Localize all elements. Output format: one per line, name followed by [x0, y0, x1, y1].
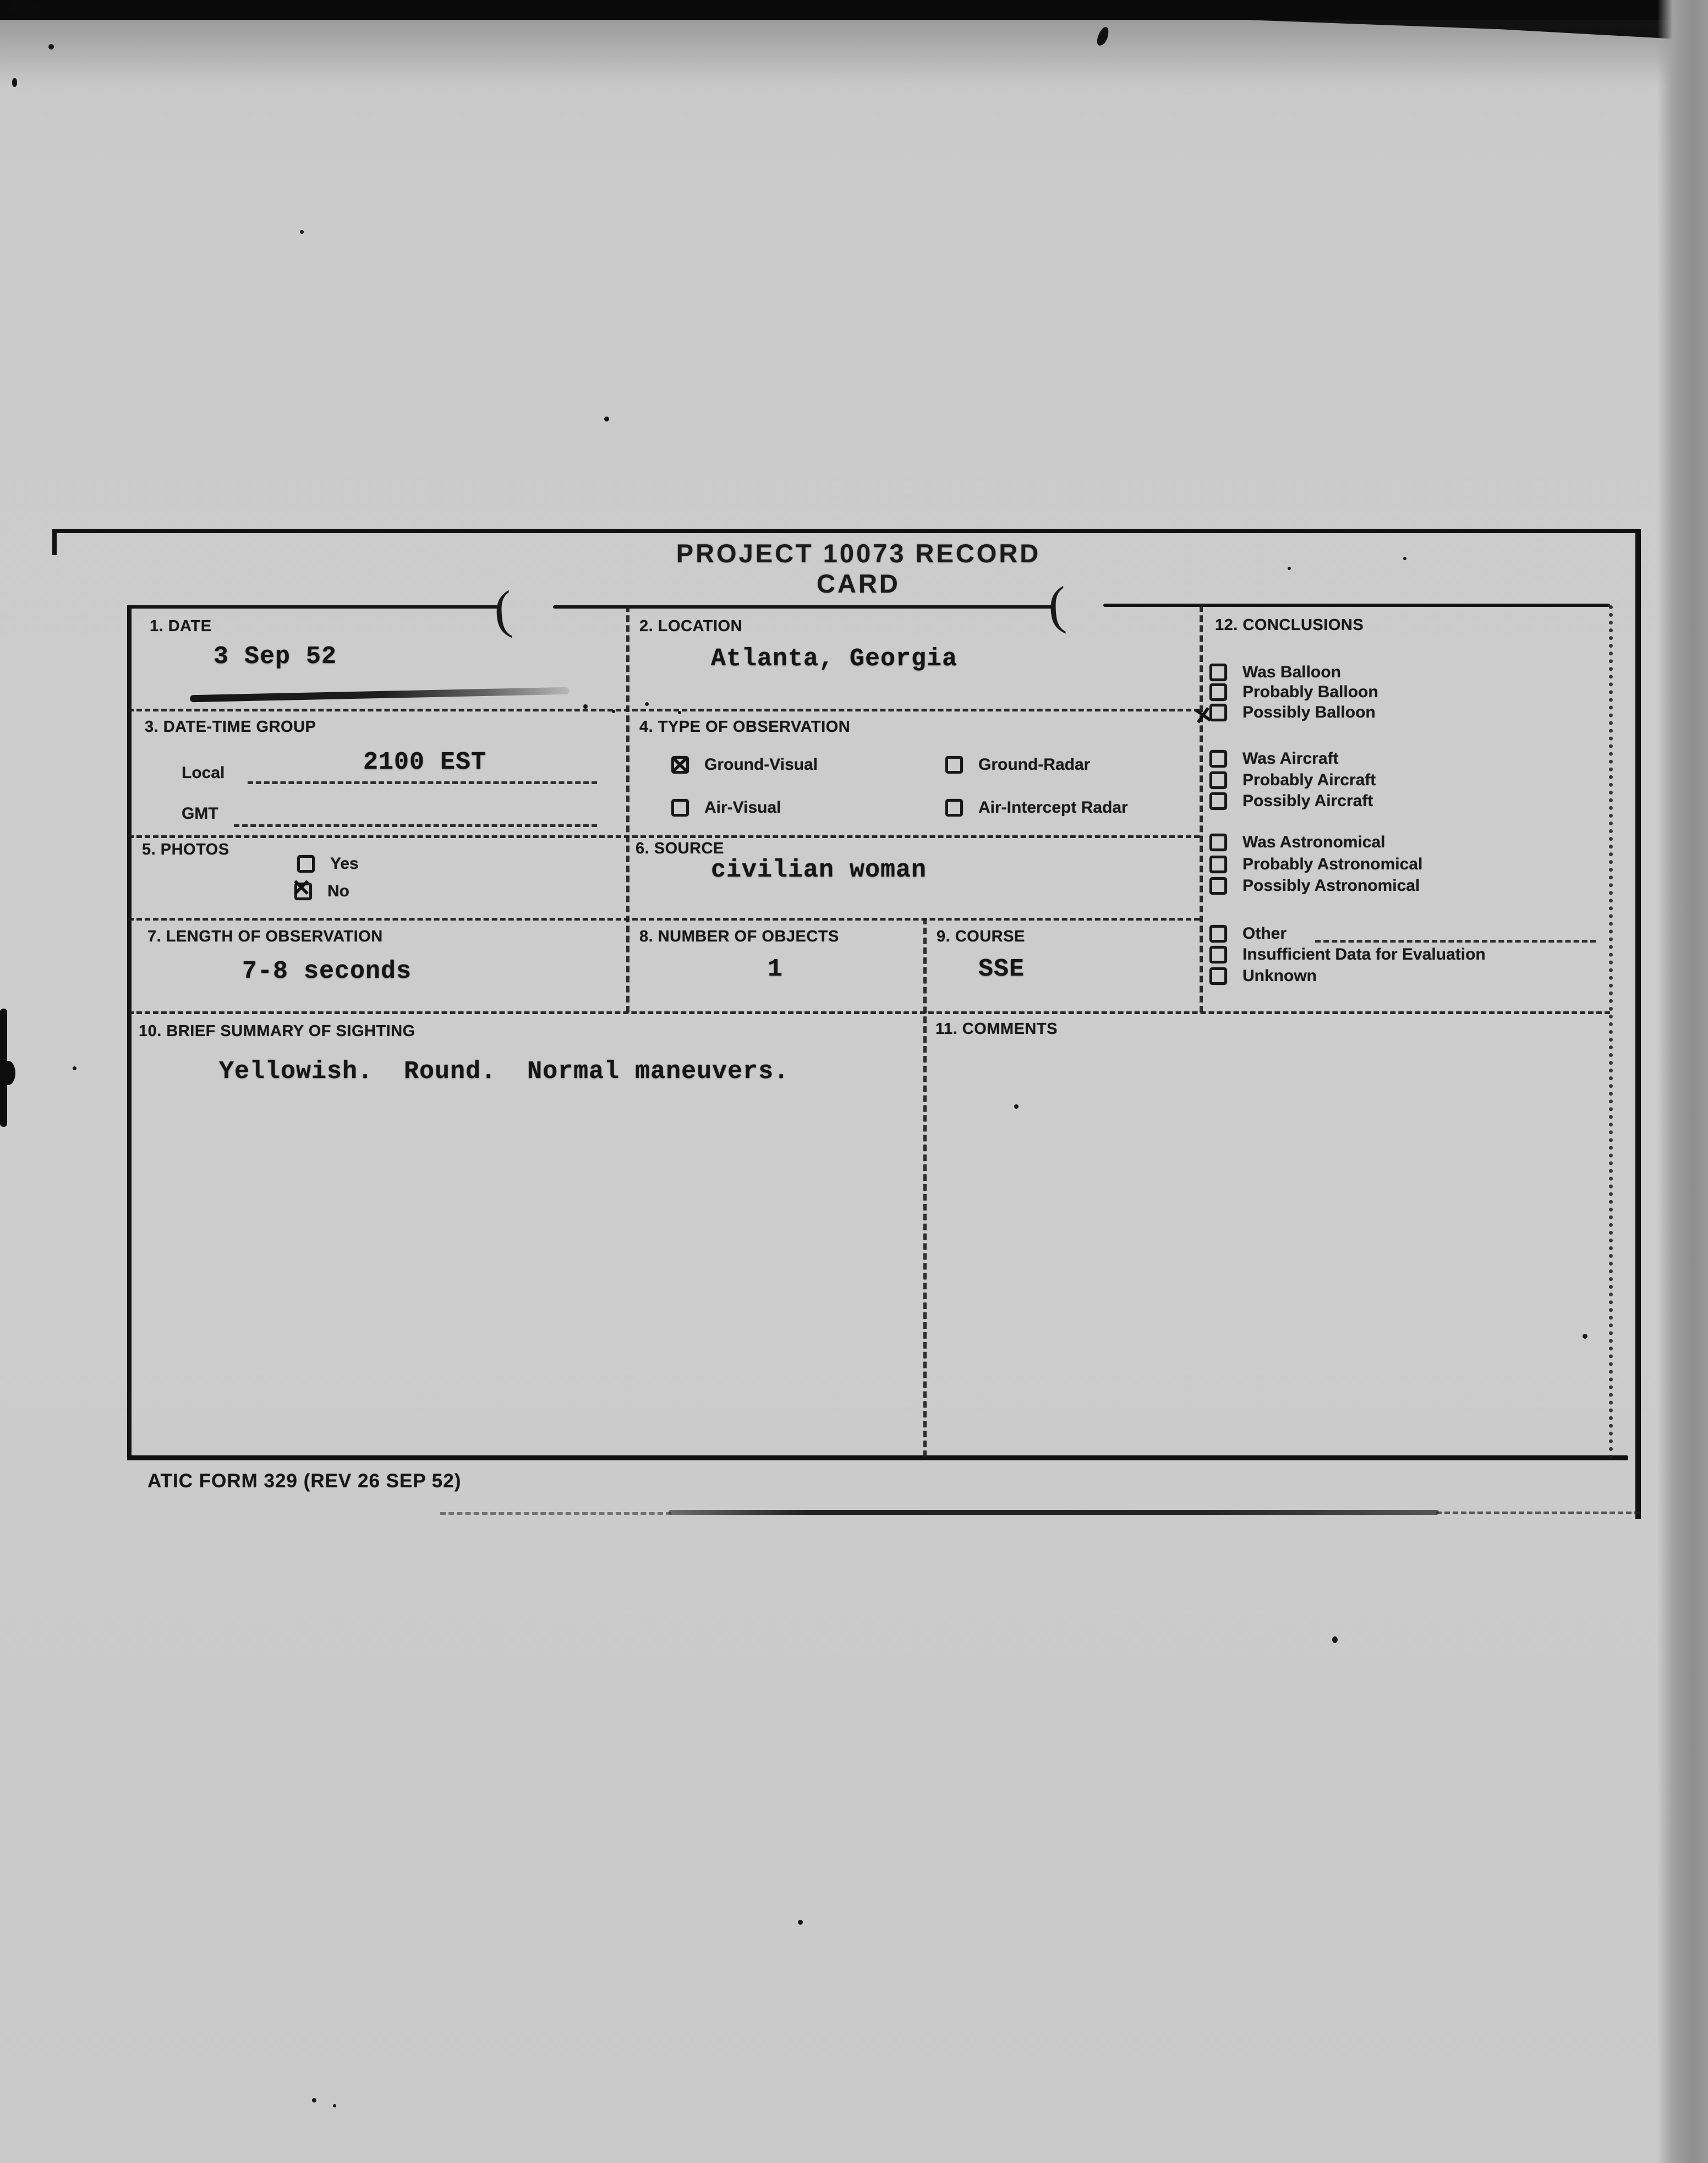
- ink-speck: [1332, 1636, 1338, 1643]
- card-top-border: [128, 605, 498, 609]
- ink-speck: [333, 2104, 336, 2107]
- ink-speck: [604, 417, 609, 421]
- conclusion-item-label: Probably Balloon: [1242, 683, 1378, 701]
- option-photos-no: [294, 881, 349, 901]
- local-time-value: 2100 EST: [363, 748, 487, 776]
- length-of-observation-value: 7-8 seconds: [242, 957, 412, 985]
- option-label: Yes: [330, 855, 359, 873]
- option-label: Air-Intercept Radar: [978, 798, 1128, 817]
- outer-frame-bottom-line: [440, 1512, 671, 1515]
- ink-speck: [645, 702, 649, 706]
- conclusion-item-label: Was Astronomical: [1242, 833, 1386, 851]
- conclusion-item-label: Possibly Balloon: [1242, 703, 1376, 721]
- date-time-group-label: 3. DATE-TIME GROUP: [145, 718, 316, 736]
- ink-speck: [798, 1920, 803, 1925]
- option-label: Air-Visual: [704, 798, 781, 817]
- ink-speck: [583, 704, 588, 709]
- checkbox-icon: [1209, 877, 1227, 895]
- number-of-objects-value: 1: [768, 955, 784, 983]
- number-of-objects-label: 8. NUMBER OF OBJECTS: [639, 928, 839, 945]
- card-top-border: [1103, 604, 1610, 607]
- conclusion-was-aircraft: [1209, 749, 1339, 769]
- option-air-intercept-radar: [945, 798, 1128, 818]
- outer-frame-left-tick: [52, 529, 57, 555]
- checkbox-icon: [294, 883, 312, 900]
- conclusion-item-label: Insufficient Data for Evaluation: [1242, 945, 1486, 963]
- ink-speck: [1014, 1104, 1019, 1109]
- ink-blob: [1, 1061, 15, 1085]
- checkbox-icon: [945, 756, 963, 774]
- checkbox-icon: [1209, 664, 1227, 681]
- outer-frame-bottom-line: [669, 1510, 1439, 1515]
- card-bottom-border: [127, 1455, 1628, 1460]
- checkbox-icon: [1209, 925, 1227, 943]
- checkbox-icon: [1209, 683, 1227, 701]
- checkbox-icon: [671, 756, 689, 774]
- option-ground-visual: [671, 755, 818, 775]
- course-field-value: SSE: [978, 955, 1025, 983]
- checkbox-icon: [671, 799, 689, 817]
- checkbox-icon: [1209, 704, 1227, 721]
- brief-summary-value: Yellowish. Round. Normal maneuvers.: [219, 1058, 790, 1086]
- date-field-value: 3 Sep 52: [214, 643, 337, 671]
- conclusion-item-label: Possibly Astronomical: [1242, 877, 1420, 895]
- checkbox-icon: [297, 855, 315, 873]
- conclusion-item-label: Other: [1242, 924, 1287, 943]
- brief-summary-label: 10. BRIEF SUMMARY OF SIGHTING: [139, 1022, 415, 1040]
- page-title: PROJECT 10073 RECORD CARD: [676, 539, 1041, 598]
- comments-field-label: 11. COMMENTS: [935, 1020, 1058, 1038]
- conclusions-label: 12. CONCLUSIONS: [1215, 616, 1364, 634]
- ink-speck: [300, 230, 304, 234]
- conclusion-item-label: Probably Aircraft: [1242, 771, 1376, 789]
- checkbox-icon: [1209, 750, 1227, 768]
- ink-speck: [1288, 567, 1291, 570]
- ink-speck: [48, 44, 54, 50]
- source-field-label: 6. SOURCE: [636, 840, 724, 857]
- row-divider: [128, 1011, 1610, 1014]
- photos-field-label: 5. PHOTOS: [142, 841, 229, 858]
- column-divider: [626, 605, 629, 1012]
- card-right-border: [1609, 605, 1613, 1459]
- ink-speck: [1403, 557, 1406, 560]
- scratch-paren-mark: (: [492, 579, 514, 639]
- option-label: No: [327, 882, 349, 900]
- outer-frame-bottom-line: [1436, 1512, 1640, 1514]
- option-label: Ground-Visual: [704, 755, 818, 774]
- conclusion-insufficient-data: [1209, 945, 1486, 965]
- conclusion-was-balloon: [1209, 662, 1341, 682]
- form-number-footer: ATIC FORM 329 (REV 26 SEP 52): [147, 1470, 462, 1492]
- conclusion-possibly-astronomical: [1209, 876, 1420, 896]
- column-divider: [923, 918, 927, 1457]
- option-air-visual: [671, 798, 781, 818]
- checkbox-icon: [1209, 967, 1227, 985]
- type-of-observation-label: 4. TYPE OF OBSERVATION: [639, 718, 851, 736]
- option-ground-radar: [945, 755, 1090, 775]
- checkbox-icon: [1209, 946, 1227, 963]
- conclusion-item-label: Probably Astronomical: [1242, 855, 1423, 873]
- conclusion-probably-aircraft: [1209, 770, 1376, 790]
- outer-frame-top-line: [52, 529, 1641, 533]
- conclusion-item-label: Unknown: [1242, 967, 1317, 985]
- ink-speck: [612, 710, 615, 713]
- ink-smudge-underline: [190, 687, 570, 702]
- conclusion-item-label: Was Aircraft: [1242, 749, 1339, 768]
- scan-top-shadow: [0, 20, 1708, 86]
- gmt-time-label: GMT: [182, 804, 218, 823]
- gmt-time-underline: [234, 824, 597, 827]
- conclusion-unknown: [1209, 966, 1317, 986]
- outer-frame-right-line: [1635, 529, 1641, 1519]
- conclusion-probably-balloon: [1209, 682, 1378, 702]
- row-divider: [128, 918, 1200, 921]
- checkbox-icon: [1209, 834, 1227, 851]
- checkbox-icon: [1209, 792, 1227, 810]
- length-of-observation-label: 7. LENGTH OF OBSERVATION: [147, 928, 383, 945]
- conclusion-item-label: Was Balloon: [1242, 663, 1341, 681]
- other-underline: [1315, 940, 1596, 943]
- scan-right-edge-band: [1657, 0, 1708, 2163]
- conclusion-possibly-aircraft: [1209, 791, 1373, 811]
- location-field-value: Atlanta, Georgia: [711, 645, 958, 673]
- source-field-value: civilian woman: [711, 856, 927, 884]
- date-field-label: 1. DATE: [150, 617, 212, 635]
- course-field-label: 9. COURSE: [937, 928, 1025, 945]
- conclusion-probably-astronomical: [1209, 855, 1422, 874]
- conclusions-column-divider: [1200, 605, 1203, 1012]
- checkbox-icon: [1209, 856, 1227, 873]
- row-divider: [128, 835, 1200, 838]
- ink-speck: [678, 711, 681, 714]
- conclusion-was-astronomical: [1209, 833, 1386, 852]
- local-time-label: Local: [182, 764, 225, 782]
- ink-speck: [312, 2098, 316, 2102]
- conclusion-item-label: Possibly Aircraft: [1242, 792, 1373, 810]
- ink-speck: [73, 1066, 76, 1070]
- conclusion-other: [1209, 924, 1287, 944]
- local-time-underline: [248, 781, 597, 784]
- checkbox-icon: [945, 799, 963, 817]
- option-photos-yes: [297, 854, 359, 874]
- checkbox-icon: [1209, 771, 1227, 789]
- location-field-label: 2. LOCATION: [639, 617, 743, 635]
- scratch-paren-mark: (: [1047, 575, 1068, 635]
- row-divider: [128, 709, 1200, 711]
- conclusion-possibly-balloon: [1209, 703, 1376, 722]
- ink-speck: [1583, 1334, 1587, 1339]
- ink-speck: [12, 78, 17, 87]
- card-left-border: [127, 605, 132, 1460]
- option-label: Ground-Radar: [978, 755, 1091, 774]
